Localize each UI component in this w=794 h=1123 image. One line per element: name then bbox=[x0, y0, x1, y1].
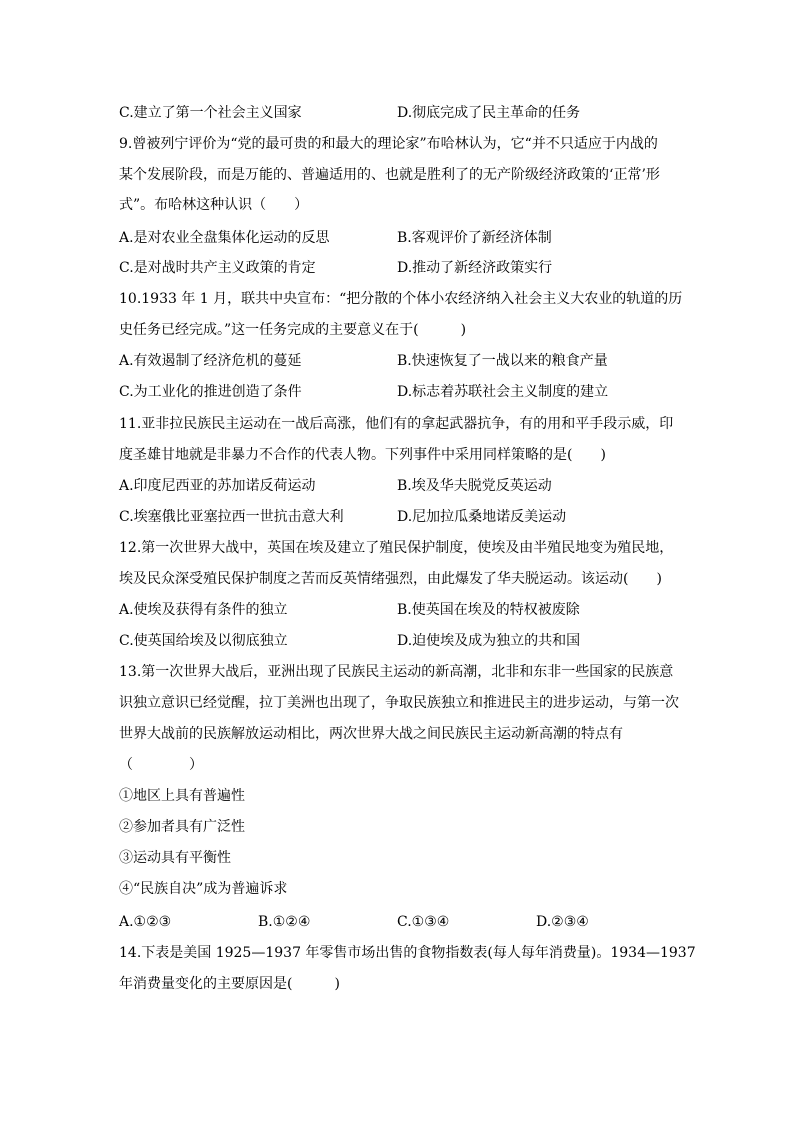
q9-option-b: B.客观评价了新经济体制 bbox=[397, 230, 552, 246]
q8-option-d: D.彻底完成了民主革命的任务 bbox=[397, 105, 581, 121]
q10-option-b: B.快速恢复了一战以来的粮食产量 bbox=[397, 353, 608, 369]
q12-stem-line-1: 12.第一次世界大战中，英国在埃及建立了殖民保护制度，使埃及由半殖民地变为殖民地， bbox=[119, 540, 674, 556]
q9-option-c: C.是对战时共产主义政策的肯定 bbox=[119, 260, 316, 276]
q11-stem-line-1: 11.亚非拉民族民主运动在一战后高涨，他们有的拿起武器抗争，有的用和平手段示威，印 bbox=[119, 416, 674, 432]
q13-stem-line-1: 13.第一次世界大战后，亚洲出现了民族民主运动的新高潮，北非和东非一些国家的民族意 bbox=[119, 664, 674, 680]
q10-option-a: A.有效遏制了经济危机的蔓延 bbox=[119, 353, 302, 369]
q13-option-c: C.①③④ bbox=[397, 914, 450, 930]
q11-option-c: C.埃塞俄比亚塞拉西一世抗击意大利 bbox=[119, 509, 344, 525]
q13-option-b: B.①②④ bbox=[258, 914, 311, 930]
q11-option-b: B.埃及华夫脱党反英运动 bbox=[397, 478, 552, 494]
q12-option-a: A.使埃及获得有条件的独立 bbox=[119, 602, 288, 618]
q12-option-b: B.使英国在埃及的特权被废除 bbox=[397, 602, 580, 618]
q13-item-3: ③运动具有平衡性 bbox=[119, 850, 231, 866]
q8-option-c: C.建立了第一个社会主义国家 bbox=[119, 105, 302, 121]
q9-stem-line-3: 式”。布哈林这种认识（ ） bbox=[119, 197, 309, 213]
q12-stem-line-2: 埃及民众深受殖民保护制度之苦而反英情绪强烈，由此爆发了华夫脱运动。该运动( ) bbox=[119, 571, 662, 587]
q14-stem-line-2: 年消费量变化的主要原因是( ) bbox=[119, 976, 340, 992]
q13-item-1: ①地区上具有普遍性 bbox=[119, 788, 245, 804]
q12-option-d: D.迫使埃及成为独立的共和国 bbox=[397, 633, 581, 649]
q9-option-d: D.推动了新经济政策实行 bbox=[397, 260, 553, 276]
q13-option-a: A.①②③ bbox=[119, 914, 172, 930]
q10-stem-line-2: 史任务已经完成。”这一任务完成的主要意义在于( ) bbox=[119, 322, 467, 338]
q13-stem-line-4: （ ） bbox=[119, 757, 203, 773]
q13-item-2: ②参加者具有广泛性 bbox=[119, 819, 245, 835]
q9-stem-line-1: 9.曾被列宁评价为“党的最可贵的和最大的理论家”布哈林认为，它“并不只适应于内战的 bbox=[119, 136, 658, 152]
q11-option-d: D.尼加拉瓜桑地诺反美运动 bbox=[397, 509, 567, 525]
q9-stem-line-2: 某个发展阶段，而是万能的、普遍适用的、也就是胜利了的无产阶级经济政策的‘正常’形 bbox=[119, 167, 660, 183]
q10-option-c: C.为工业化的推进创造了条件 bbox=[119, 384, 302, 400]
q12-option-c: C.使英国给埃及以彻底独立 bbox=[119, 633, 288, 649]
q10-option-d: D.标志着苏联社会主义制度的建立 bbox=[397, 384, 609, 400]
q13-stem-line-2: 识独立意识已经觉醒，拉丁美洲也出现了，争取民族独立和推进民主的进步运动，与第一次 bbox=[119, 695, 679, 711]
q13-stem-line-3: 世界大战前的民族解放运动相比，两次世界大战之间民族民主运动新高潮的特点有 bbox=[119, 726, 623, 742]
q14-stem-line-1: 14.下表是美国 1925—1937 年零售市场出售的食物指数表(每人每年消费量)。1934—1937 bbox=[119, 945, 696, 961]
q9-option-a: A.是对农业全盘集体化运动的反思 bbox=[119, 230, 330, 246]
q13-option-d: D.②③④ bbox=[536, 914, 589, 930]
q13-item-4: ④“民族自决”成为普遍诉求 bbox=[119, 881, 288, 897]
q11-stem-line-2: 度圣雄甘地就是非暴力不合作的代表人物。下列事件中采用同样策略的是( ) bbox=[119, 447, 606, 463]
q10-stem-line-1: 10.1933 年 1 月，联共中央宣布：“把分散的个体小农经济纳入社会主义大农业的轨道的历 bbox=[119, 291, 683, 307]
q11-option-a: A.印度尼西亚的苏加诺反荷运动 bbox=[119, 478, 316, 494]
